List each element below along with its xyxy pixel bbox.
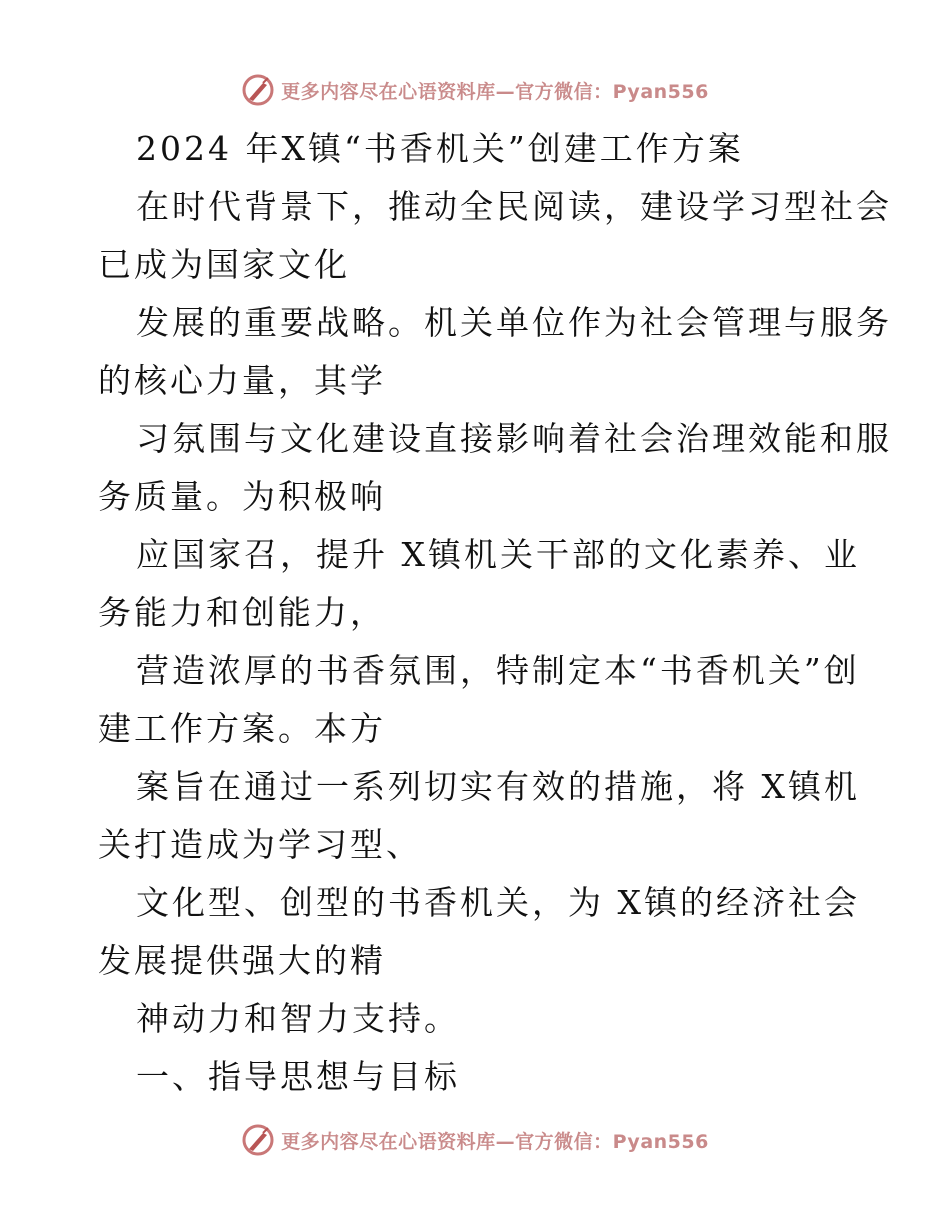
paragraph-line: 关打造成为学习型、 — [98, 825, 422, 864]
paragraph-line: 务质量。为积极响 — [98, 477, 386, 516]
quill-seal-icon — [241, 1123, 275, 1157]
section-heading: 一、指导思想与目标 — [136, 1057, 460, 1096]
paragraph-line: 务能力和创能力， — [98, 593, 386, 632]
paragraph-line: 文化型、创型的书香机关，为 X镇的经济社会 — [136, 883, 860, 922]
watermark-footer — [0, 1120, 950, 1160]
paragraph-line: 应国家召，提升 X镇机关干部的文化素养、业 — [136, 535, 860, 574]
watermark-text: 更多内容尽在心语资料库—官方微信：Pyan556 — [281, 80, 709, 103]
paragraph-line: 已成为国家文化 — [98, 245, 350, 284]
paragraph-line: 的核心力量，其学 — [98, 361, 386, 400]
watermark-text: 更多内容尽在心语资料库—官方微信：Pyan556 — [281, 1130, 709, 1153]
quill-seal-icon — [241, 73, 275, 107]
paragraph-line: 发展的重要战略。机关单位作为社会管理与服务 — [136, 303, 892, 342]
watermark-header — [0, 70, 950, 110]
paragraph-line: 营造浓厚的书香氛围，特制定本“书香机关”创 — [136, 651, 860, 690]
paragraph-line: 习氛围与文化建设直接影响着社会治理效能和服 — [136, 419, 892, 458]
paragraph-line: 案旨在通过一系列切实有效的措施，将 X镇机 — [136, 767, 860, 806]
document-body — [98, 120, 892, 1106]
document-title: 2024 年X镇“书香机关”创建工作方案 — [136, 129, 744, 168]
paragraph-line: 建工作方案。本方 — [98, 709, 386, 748]
paragraph-line: 发展提供强大的精 — [98, 941, 386, 980]
paragraph-line: 在时代背景下，推动全民阅读，建设学习型社会 — [136, 187, 892, 226]
paragraph-line: 神动力和智力支持。 — [136, 999, 460, 1038]
